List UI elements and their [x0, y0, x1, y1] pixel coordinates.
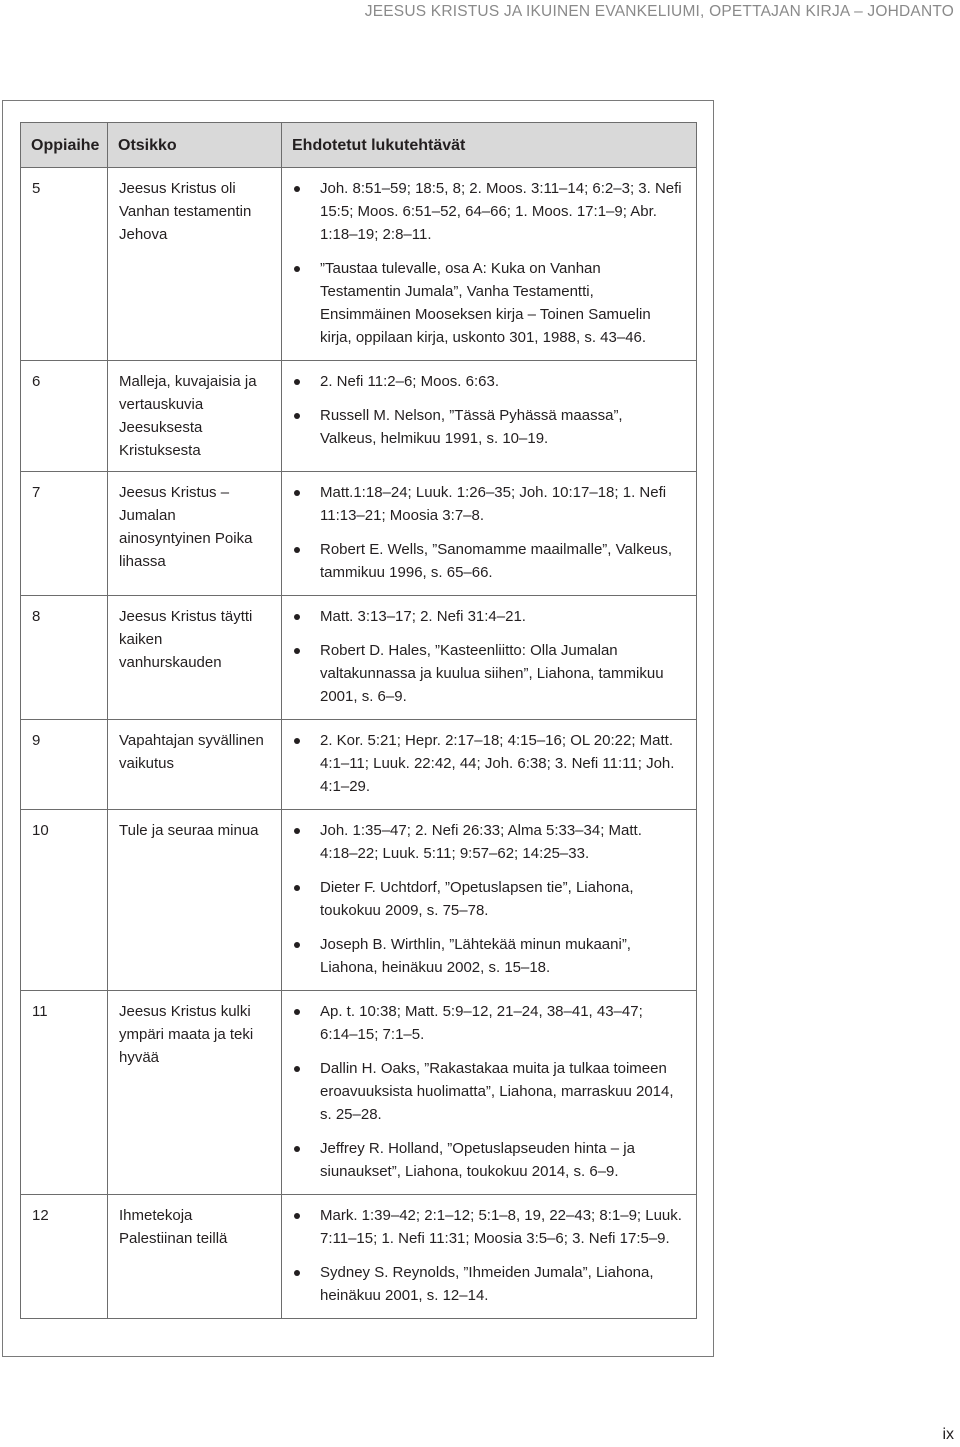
suggested-readings: [282, 720, 697, 810]
topic-number: 11: [21, 991, 108, 1195]
bullet-icon: [294, 1146, 300, 1152]
reading-text: Joh. 8:51–59; 18:5, 8; 2. Moos. 3:11–14; 6:2–3; 3. Nefi 15:5; Moos. 6:51–52, 64–66; 1. Moos. 17:1–9; Abr. 1:18–19; 2:8–11.: [320, 180, 682, 243]
bullet-icon: [294, 614, 300, 620]
bullet-icon: [294, 1213, 300, 1219]
list-item: [294, 876, 682, 922]
suggested-readings: [282, 472, 697, 596]
topic-number: 8: [21, 596, 108, 720]
table-row: [21, 991, 697, 1195]
list-item: [294, 538, 682, 584]
table-row: [21, 361, 697, 472]
bullet-icon: [294, 413, 300, 419]
bullet-icon: [294, 1009, 300, 1015]
list-item: [294, 404, 682, 450]
reading-list: [294, 1204, 682, 1307]
column-header-readings: Ehdotetut lukutehtävät: [282, 123, 697, 168]
reading-list: [294, 605, 682, 708]
list-item: [294, 1057, 682, 1126]
reading-text: ”Taustaa tulevalle, osa A: Kuka on Vanhan Testamentin Jumala”, Vanha Testamentti, Ensimmäinen Mooseksen kirja – Toinen Samuelin kirja, oppilaan kirja, uskonto 301, 1988, s. 43–46.: [320, 260, 651, 346]
table-row: [21, 1195, 697, 1319]
reading-list: [294, 481, 682, 584]
topic-title: Malleja, kuvajaisia ja vertauskuvia Jeesuksesta Kristuksesta: [108, 361, 282, 472]
list-item: [294, 605, 682, 628]
list-item: [294, 177, 682, 246]
list-item: [294, 1204, 682, 1250]
table-row: [21, 720, 697, 810]
topic-number: 12: [21, 1195, 108, 1319]
reading-text: Jeffrey R. Holland, ”Opetuslapseuden hinta – ja siunaukset”, Liahona, toukokuu 2014, s. 6–9.: [320, 1140, 635, 1180]
reading-list: [294, 177, 682, 349]
reading-text: Mark. 1:39–42; 2:1–12; 5:1–8, 19, 22–43; 8:1–9; Luuk. 7:11–15; 1. Nefi 11:31; Moosia 3:5–6; 3. Nefi 17:5–9.: [320, 1207, 682, 1247]
reading-assignments-table: [20, 122, 697, 1319]
bullet-icon: [294, 266, 300, 272]
reading-text: Joseph B. Wirthlin, ”Lähtekää minun mukaani”, Liahona, heinäkuu 2002, s. 15–18.: [320, 936, 631, 976]
bullet-icon: [294, 828, 300, 834]
topic-title: Vapahtajan syvällinen vaikutus: [108, 720, 282, 810]
list-item: [294, 370, 682, 393]
topic-number: 5: [21, 168, 108, 361]
page-number: ix: [942, 1426, 954, 1443]
bullet-icon: [294, 547, 300, 553]
topic-number: 7: [21, 472, 108, 596]
bullet-icon: [294, 379, 300, 385]
bullet-icon: [294, 885, 300, 891]
bullet-icon: [294, 942, 300, 948]
topic-title: Tule ja seuraa minua: [108, 810, 282, 991]
reading-list: [294, 819, 682, 979]
list-item: [294, 729, 682, 798]
suggested-readings: [282, 361, 697, 472]
suggested-readings: [282, 991, 697, 1195]
table-row: [21, 810, 697, 991]
suggested-readings: [282, 810, 697, 991]
table-body: [21, 168, 697, 1319]
table-header-row: [21, 123, 697, 168]
list-item: [294, 481, 682, 527]
reading-text: Matt. 3:13–17; 2. Nefi 31:4–21.: [320, 608, 526, 625]
reading-list: [294, 370, 682, 450]
topic-title: Jeesus Kristus kulki ympäri maata ja teki hyvää: [108, 991, 282, 1195]
reading-list: [294, 729, 682, 798]
reading-text: Dallin H. Oaks, ”Rakastakaa muita ja tulkaa toimeen eroavuuksista huolimatta”, Liahona, marraskuu 2014, s. 25–28.: [320, 1060, 674, 1123]
reading-text: Sydney S. Reynolds, ”Ihmeiden Jumala”, Liahona, heinäkuu 2001, s. 12–14.: [320, 1264, 654, 1304]
bullet-icon: [294, 1066, 300, 1072]
list-item: [294, 819, 682, 865]
bullet-icon: [294, 186, 300, 192]
suggested-readings: [282, 596, 697, 720]
reading-text: Russell M. Nelson, ”Tässä Pyhässä maassa”, Valkeus, helmikuu 1991, s. 10–19.: [320, 407, 623, 447]
table-row: [21, 168, 697, 361]
topic-number: 6: [21, 361, 108, 472]
list-item: [294, 933, 682, 979]
column-header-topic: Oppiaihe: [21, 123, 108, 168]
reading-list: [294, 1000, 682, 1183]
suggested-readings: [282, 168, 697, 361]
list-item: [294, 1000, 682, 1046]
topic-title: Ihmetekoja Palestiinan teillä: [108, 1195, 282, 1319]
reading-text: Robert D. Hales, ”Kasteenliitto: Olla Jumalan valtakunnassa ja kuulua siihen”, Liahona, tammikuu 2001, s. 6–9.: [320, 642, 664, 705]
reading-text: Robert E. Wells, ”Sanomamme maailmalle”, Valkeus, tammikuu 1996, s. 65–66.: [320, 541, 673, 581]
topic-title: Jeesus Kristus – Jumalan ainosyntyinen Poika lihassa: [108, 472, 282, 596]
column-header-title: Otsikko: [108, 123, 282, 168]
reading-text: Matt.1:18–24; Luuk. 1:26–35; Joh. 10:17–18; 1. Nefi 11:13–21; Moosia 3:7–8.: [320, 484, 667, 524]
table-row: [21, 472, 697, 596]
list-item: [294, 1261, 682, 1307]
table-row: [21, 596, 697, 720]
running-head: JEESUS KRISTUS JA IKUINEN EVANKELIUMI, OPETTAJAN KIRJA – JOHDANTO: [364, 3, 954, 20]
list-item: [294, 257, 682, 349]
reading-text: Dieter F. Uchtdorf, ”Opetuslapsen tie”, Liahona, toukokuu 2009, s. 75–78.: [320, 879, 634, 919]
suggested-readings: [282, 1195, 697, 1319]
topic-number: 10: [21, 810, 108, 991]
topic-title: Jeesus Kristus täytti kaiken vanhurskauden: [108, 596, 282, 720]
reading-text: Joh. 1:35–47; 2. Nefi 26:33; Alma 5:33–34; Matt. 4:18–22; Luuk. 5:11; 9:57–62; 14:25–33.: [320, 822, 642, 862]
topic-number: 9: [21, 720, 108, 810]
list-item: [294, 639, 682, 708]
reading-text: 2. Kor. 5:21; Hepr. 2:17–18; 4:15–16; OL 20:22; Matt. 4:1–11; Luuk. 22:42, 44; Joh. 6:38; 3. Nefi 11:11; Joh. 4:1–29.: [320, 732, 675, 795]
list-item: [294, 1137, 682, 1183]
bullet-icon: [294, 648, 300, 654]
reading-text: Ap. t. 10:38; Matt. 5:9–12, 21–24, 38–41, 43–47; 6:14–15; 7:1–5.: [320, 1003, 643, 1043]
bullet-icon: [294, 490, 300, 496]
bullet-icon: [294, 738, 300, 744]
topic-title: Jeesus Kristus oli Vanhan testamentin Jehova: [108, 168, 282, 361]
reading-text: 2. Nefi 11:2–6; Moos. 6:63.: [320, 373, 499, 390]
bullet-icon: [294, 1270, 300, 1276]
